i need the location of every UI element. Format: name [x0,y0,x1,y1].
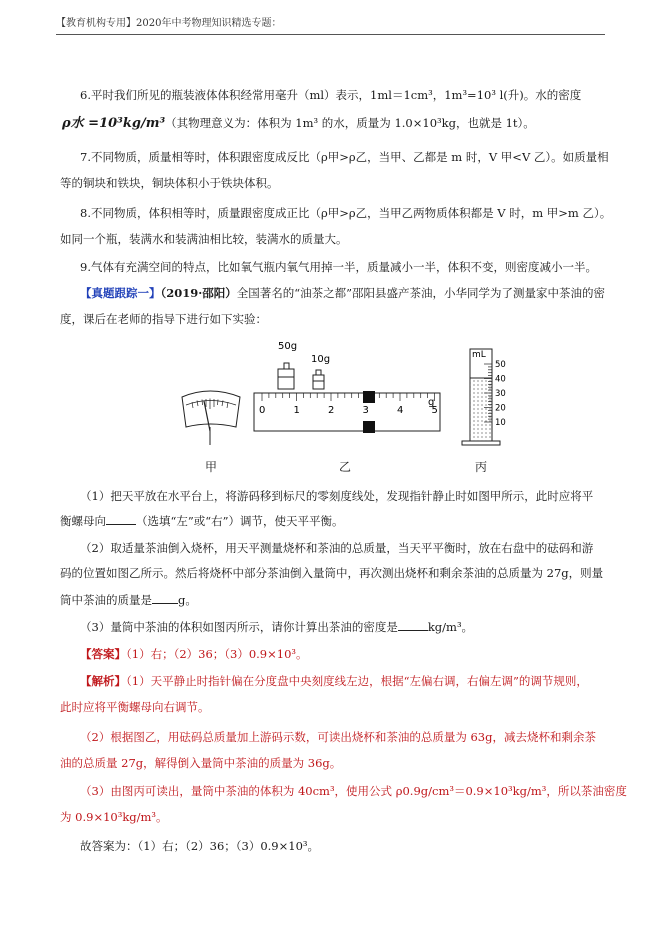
q2-line2: 码的位置如图乙所示。然后将烧杯中部分茶油倒入量筒中，再次测出烧杯和剩余茶油的总质量为 27g，则量 [60,566,604,580]
analysis-line4: 油的总质量 27g，解得倒入量筒中茶油的质量为 36g。 [60,756,342,770]
header-divider [56,34,605,35]
label-jia: 甲 [205,460,218,474]
analysis-tag: 【解析】 [80,674,126,688]
rider-bottom[interactable] [363,421,375,433]
q1-line2 [60,514,344,528]
cylinder-mark-label: 30 [495,389,506,399]
example-source: （2019·邵阳） [160,286,237,300]
q2-answer-blank[interactable] [152,593,178,604]
cylinder-labels [495,360,506,428]
example-tag: 【真题跟踪一】 [80,286,161,300]
water-density-formula: ρ水 =10³kg/m³ [62,116,166,131]
q1-answer-blank[interactable] [106,514,136,525]
analysis-line3: （2）根据图乙，用砝码总质量加上游码示数，可读出烧杯和茶油的总质量为 63g，减去烧杯和剩余茶 [80,730,596,744]
example-line2: 度，课后在老师的指导下进行如下实验： [60,312,267,326]
q3-line [80,620,473,634]
q1-line2-b: （选填“左”或“右”）调节，使天平平衡。 [136,514,344,528]
q3-line-b: kg/m³。 [427,620,474,634]
ruler-tick-label: 4 [397,405,404,416]
q3-line-a: （3）量筒中茶油的体积如图丙所示，请你计算出茶油的密度是 [80,620,398,634]
p6-line2 [62,116,535,131]
analysis-line1-text: （1）天平静止时指针偏在分度盘中央刻度线左边，根据“左偏右调，右偏左调”的调节规则， [126,674,588,688]
q2-line3 [60,593,197,607]
q1-line2-a: 衡螺母向 [60,514,106,528]
experiment-figure [0,335,661,495]
p8-line1: 8.不同物质，体积相等时，质量跟密度成正比（ρ甲>ρ乙，当甲乙两物质体积都是 V 时，m 甲>m 乙）。 [80,206,612,220]
q1-line1: （1）把天平放在水平台上，将游码移到标尺的零刻度线处，发现指针静止时如图甲所示，此时应将平 [80,489,594,503]
p6-line2-text: （其物理意义为：体积为 1m³ 的水，质量为 1.0×10³kg，也就是 1t）。 [165,116,535,130]
label-yi: 乙 [339,460,352,474]
answer-text: （1）右；（2）36；（3）0.9×10³。 [126,647,308,661]
ruler-tick-label: 0 [259,405,266,416]
cylinder-mark-label: 40 [495,374,506,385]
p6-line1: 6.平时我们所见的瓶装液体体积经常用毫升（ml）表示，1ml＝1cm³，1m³=10³ l(升)。水的密度 [80,88,582,102]
ruler-tick-label: 5 [431,405,438,416]
analysis-line5: （3）由图丙可读出，量筒中茶油的体积为 40cm³，使用公式 ρ0.9g/cm³＝0.9×10³kg/m³，所以茶油密度 [80,784,627,798]
cylinder-mark-label: 50 [495,360,506,370]
ruler-unit: g [428,397,435,408]
example-line1 [80,286,605,300]
cylinder-mark-label: 10 [495,418,506,428]
p7-line1: 7.不同物质，质量相等时，体积跟密度成反比（ρ甲>ρ乙，当甲、乙都是 m 时，V 甲<V 乙）。如质量相 [80,150,609,164]
answer-tag: 【答案】 [80,647,126,661]
ruler-tick-label: 3 [362,405,369,416]
q2-line3-a: 筒中茶油的质量是 [60,593,152,607]
weight-10g [313,370,324,389]
cylinder-mark-label: 20 [495,403,506,414]
analysis-line2: 此时应将平衡螺母向右调节。 [60,700,210,714]
analysis-line6: 为 0.9×10³kg/m³。 [60,810,168,824]
label-bing: 丙 [475,460,488,474]
example-intro: 全国著名的“油茶之都”邵阳县盛产茶油，小华同学为了测量家中茶油的密 [236,286,606,300]
q3-answer-blank[interactable] [398,620,428,631]
weight-10g-label: 10g [311,354,331,365]
rider-top[interactable] [363,391,375,403]
ruler-tick-label: 2 [328,405,335,416]
final-answer-line: 故答案为：（1）右；（2）36；（3）0.9×10³。 [80,839,319,853]
ruler-body [254,393,440,431]
p8-line2: 如同一个瓶，装满水和装满油相比较，装满水的质量大。 [60,232,348,246]
p7-line2: 等的铜块和铁块，铜块体积小于铁块体积。 [60,176,279,190]
analysis-line1 [80,674,588,688]
answer-line [80,647,308,661]
q2-line1: （2）取适量茶油倒入烧杯，用天平测量烧杯和茶油的总质量，当天平平衡时，放在右盘中的砝码和游 [80,541,594,555]
balance-dial [182,391,240,445]
p9-line: 9.气体有充满空间的特点，比如氧气瓶内氧气用掉一半，质量减小一半，体积不变，则密度减小一半。 [80,260,597,274]
weight-50g [278,363,294,389]
cylinder-unit: mL [472,350,486,360]
q2-line3-b: g。 [178,593,197,607]
page-header: 【教育机构专用】2020年中考物理知识精选专题： [56,18,282,29]
ruler-tick-label: 1 [293,405,300,416]
weight-50g-label: 50g [278,341,298,352]
